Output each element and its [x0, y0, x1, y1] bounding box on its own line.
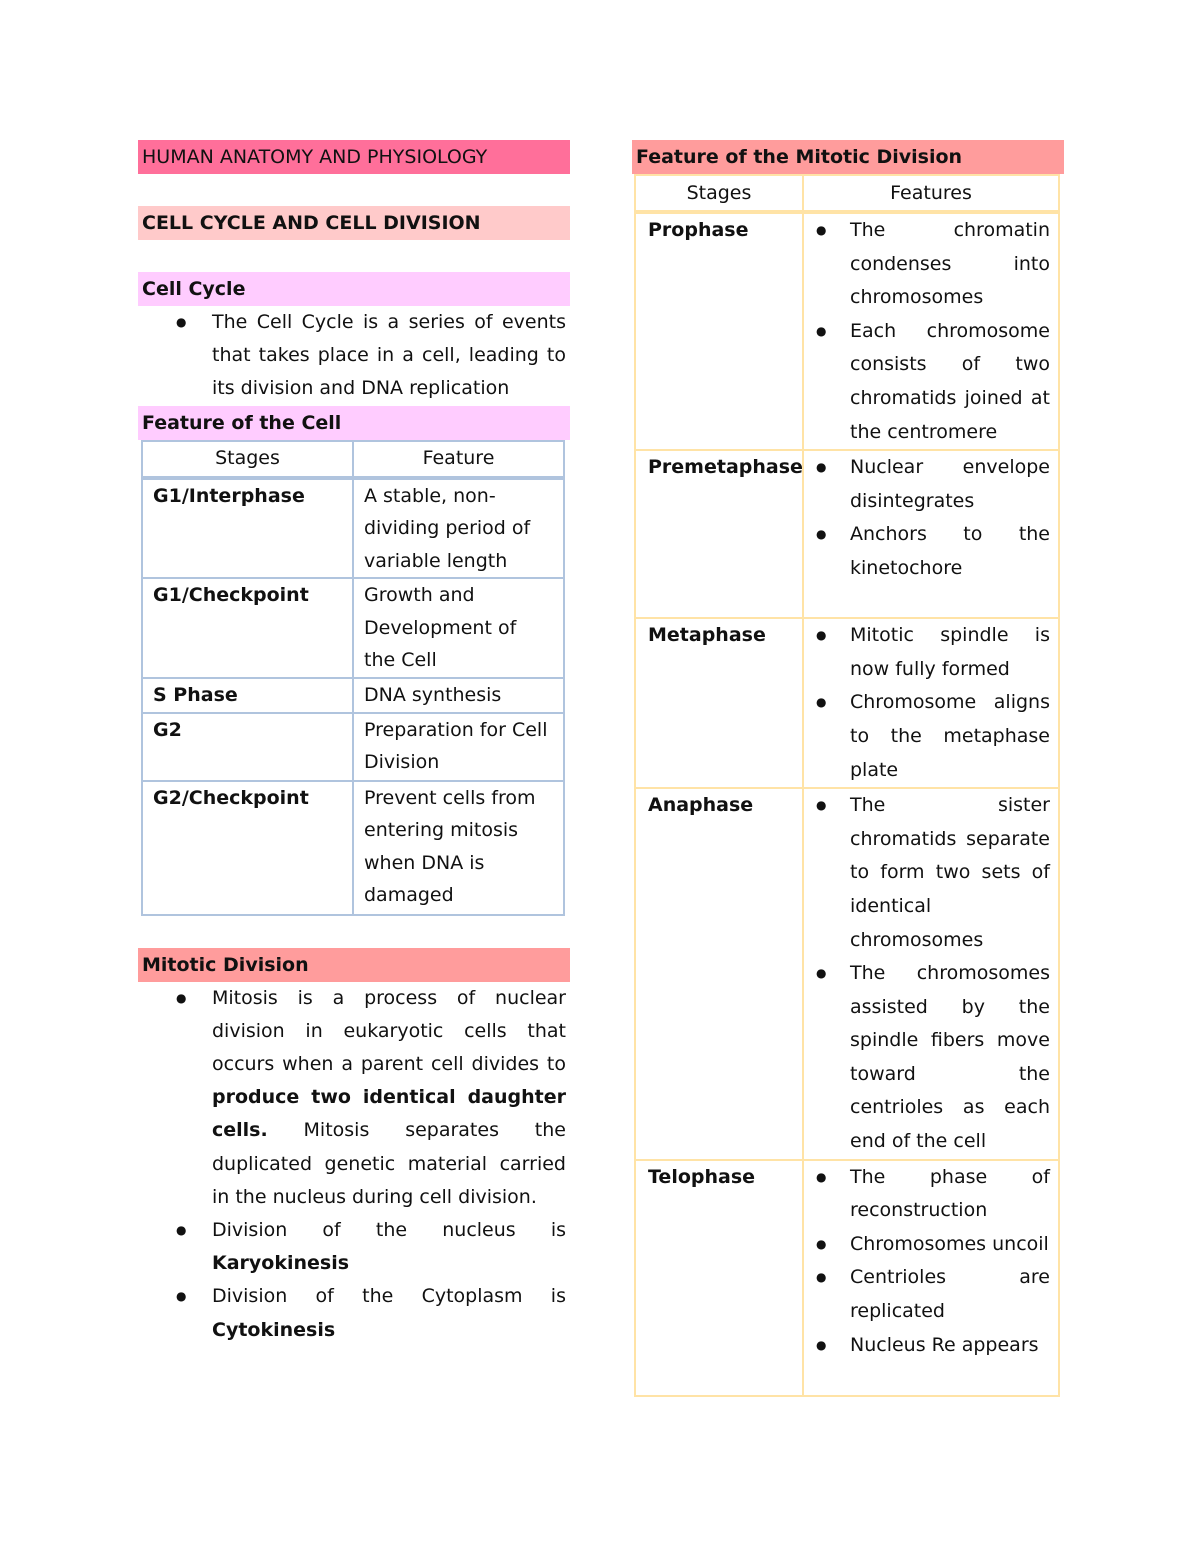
feature-bullet: ● The chromatin condenses into chromosomes [850, 214, 1050, 315]
karyokinesis-text: Division of the nucleus is [212, 1219, 566, 1242]
cytokinesis-bullet [212, 1280, 566, 1346]
table-row [635, 212, 1059, 450]
table-header-row [635, 175, 1059, 212]
feature-bullet: ● Mitotic spindle is now fully formed [850, 619, 1050, 686]
mitosis-text-bold: produce two identical daughter cells. [212, 1086, 566, 1142]
stage-cell: Anaphase [635, 788, 803, 1160]
feature-cell-table [141, 440, 565, 916]
left-column [138, 140, 570, 1347]
features-list [804, 619, 1058, 787]
table-row [635, 450, 1059, 618]
feature-bullet: ● Each chromosome consists of two chromatids joined at the centromere [850, 315, 1050, 449]
right-column [632, 140, 1064, 1397]
table-header-row [142, 441, 564, 478]
col-header-stages: Stages [142, 441, 353, 478]
feature-bullet: ● The sister chromatids separate to form two sets of identical chromosomes [850, 789, 1050, 957]
mitosis-definition-bullet [212, 982, 566, 1214]
stage-cell: G1/Checkpoint [142, 578, 353, 678]
feature-bullet: ● Chromosomes uncoil [850, 1228, 1050, 1262]
features-list [804, 789, 1058, 1159]
features-cell [803, 450, 1059, 618]
mitotic-division-heading: Mitotic Division [138, 948, 570, 982]
features-cell [803, 788, 1059, 1160]
cell-cycle-bullet: ● The Cell Cycle is a series of events that takes place in a cell, leading to its division and DNA replication [212, 306, 566, 406]
cell-cycle-list [138, 306, 570, 406]
feature-bullet: ● The chromosomes assisted by the spindle fibers move toward the centrioles as each end of the cell [850, 957, 1050, 1159]
mitotic-features-heading: Feature of the Mitotic Division [632, 140, 1064, 174]
table-row [142, 678, 564, 713]
stage-cell: S Phase [142, 678, 353, 713]
feature-bullet: ● Anchors to the kinetochore [850, 518, 1050, 585]
stage-cell: G1/Interphase [142, 478, 353, 579]
karyokinesis-bullet [212, 1214, 566, 1280]
stage-cell: Metaphase [635, 618, 803, 788]
features-cell [803, 1160, 1059, 1396]
cell-cycle-heading: Cell Cycle [138, 272, 570, 306]
feature-bullet: ● The phase of reconstruction [850, 1161, 1050, 1228]
features-cell [803, 212, 1059, 450]
feature-cell: A stable, non-dividing period of variable length [353, 478, 564, 579]
feature-bullet: ● Centrioles are replicated [850, 1261, 1050, 1328]
mitosis-text-2: Mitosis separates the duplicated genetic material carried in the nucleus during cell division. [212, 1119, 566, 1208]
feature-bullet: ● Chromosome aligns to the metaphase plate [850, 686, 1050, 787]
feature-cell: Preparation for Cell Division [353, 713, 564, 781]
feature-bullet: ● Nucleus Re appears [850, 1329, 1050, 1363]
cytokinesis-text: Division of the Cytoplasm is [212, 1285, 566, 1308]
cytokinesis-term: Cytokinesis [212, 1318, 336, 1341]
table-row [142, 713, 564, 781]
features-cell [803, 618, 1059, 788]
features-list [804, 451, 1058, 585]
mitotic-features-table [634, 174, 1060, 1397]
stage-cell: Prophase [635, 212, 803, 450]
feature-cell: DNA synthesis [353, 678, 564, 713]
mitotic-division-list [138, 982, 570, 1347]
table-row [142, 578, 564, 678]
feature-cell: Prevent cells from entering mitosis when DNA is damaged [353, 781, 564, 915]
table-row [635, 1160, 1059, 1396]
course-title: HUMAN ANATOMY AND PHYSIOLOGY [138, 140, 570, 174]
table-row [635, 618, 1059, 788]
col-header-features: Features [803, 175, 1059, 212]
feature-cell: Growth and Development of the Cell [353, 578, 564, 678]
feature-cell-heading: Feature of the Cell [138, 406, 570, 440]
table-row [635, 788, 1059, 1160]
col-header-feature: Feature [353, 441, 564, 478]
stage-cell: G2 [142, 713, 353, 781]
mitotic-table-body [635, 212, 1059, 1396]
features-list [804, 1161, 1058, 1363]
table-row [142, 781, 564, 915]
stage-cell: Telophase [635, 1160, 803, 1396]
mitosis-text-1: Mitosis is a process of nuclear division in eukaryotic cells that occurs when a parent cell divides to [212, 986, 566, 1076]
stage-cell: G2/Checkpoint [142, 781, 353, 915]
feature-bullet: ● Nuclear envelope disintegrates [850, 451, 1050, 518]
stage-cell: Premetaphase [635, 450, 803, 618]
features-list [804, 214, 1058, 449]
table-row [142, 478, 564, 579]
chapter-title: CELL CYCLE AND CELL DIVISION [138, 206, 570, 240]
col-header-stages: Stages [635, 175, 803, 212]
karyokinesis-term: Karyokinesis [212, 1252, 350, 1275]
